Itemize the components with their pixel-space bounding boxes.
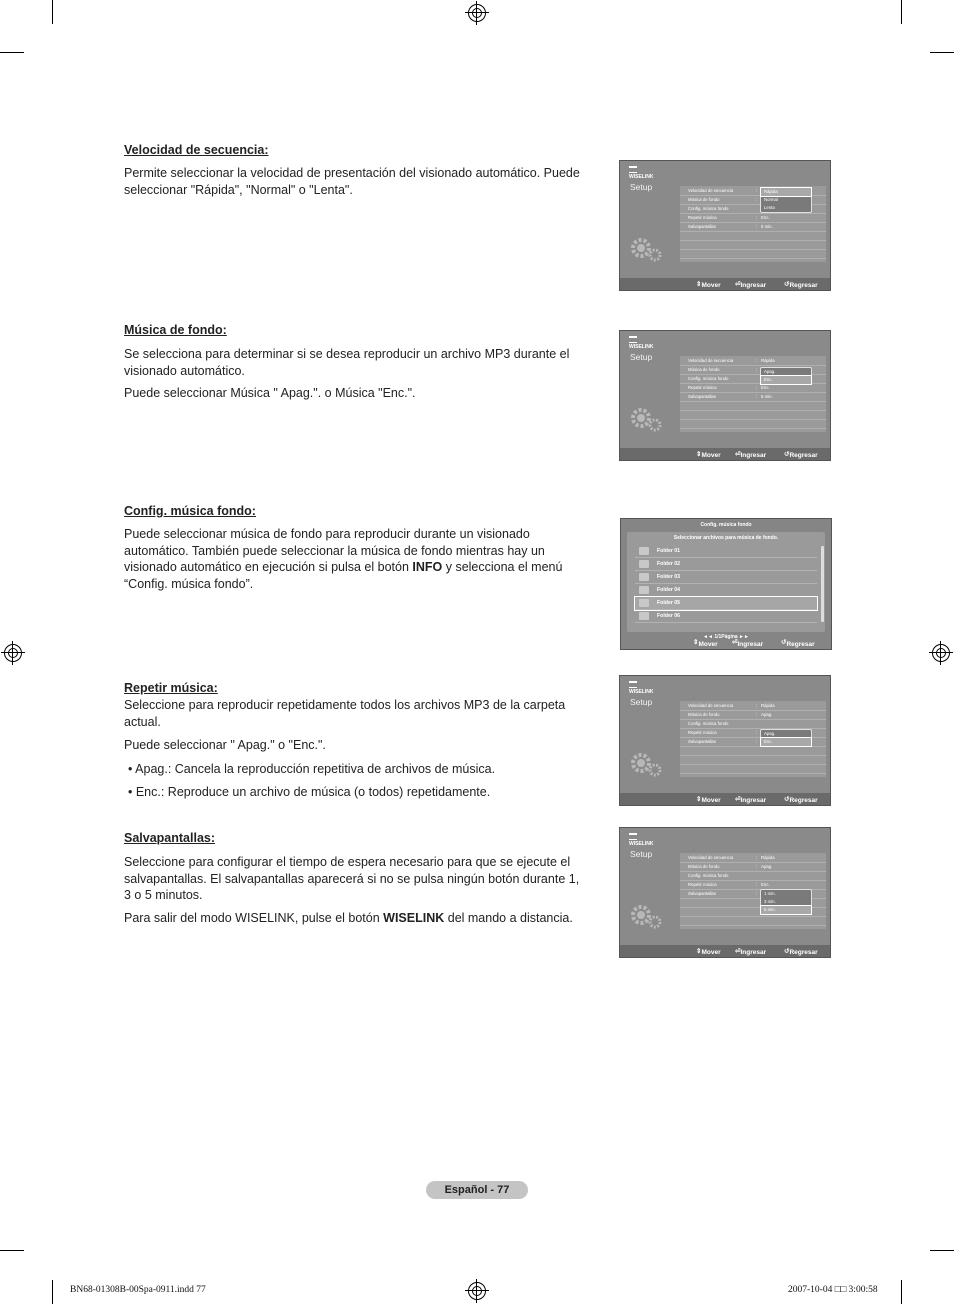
folder-panel xyxy=(627,532,825,640)
option-enc[interactable]: Enc. xyxy=(761,738,811,746)
folder-item[interactable]: Folder 03 xyxy=(635,571,817,584)
nav-regresar: ↺ Regresar xyxy=(781,639,815,648)
nav-bar xyxy=(620,448,830,460)
option-3-min[interactable]: 3 min. xyxy=(764,899,776,904)
section-text-repetir-2: Puede seleccionar " Apag." o "Enc.". xyxy=(124,738,326,752)
nav-bar xyxy=(620,278,830,290)
option-enc[interactable]: Enc. xyxy=(761,376,811,384)
folder-screen-subtitle: Seleccionar archivos para música de fondo. xyxy=(673,535,779,541)
nav-mover: ⇕ Mover xyxy=(693,639,718,648)
setup-title: Setup xyxy=(630,849,653,859)
menu-row-config[interactable]: Config. música fondo xyxy=(680,871,826,881)
menu-row-musica[interactable]: Música de fondo : xyxy=(680,365,826,375)
section-text-velocidad: Permite seleccionar la velocidad de presentación del visionado automático. Puede seleccionar "Rápida", "Normal" o "Lenta". xyxy=(124,166,580,197)
section-heading-salva: Salvapantallas: xyxy=(124,831,216,845)
registration-mark-icon xyxy=(932,644,950,662)
menu-row-musica[interactable]: Música de fondo : Apag. xyxy=(680,710,826,720)
nav-regresar: ↺ Regresar xyxy=(784,451,818,459)
nav-mover: ⇕ Mover xyxy=(696,281,721,289)
dropdown-repetir[interactable] xyxy=(760,729,812,747)
option-rapida[interactable]: Rápida xyxy=(761,188,811,196)
nav-ingresar: ⏎ Ingresar xyxy=(735,281,767,289)
gear-icon xyxy=(628,403,664,439)
menu-row-velocidad[interactable]: Velocidad de secuencia : Rápida xyxy=(680,356,826,366)
folder-icon xyxy=(639,599,649,607)
dropdown-musica[interactable] xyxy=(760,367,812,385)
tv-screen-velocidad xyxy=(619,160,831,291)
menu-row-repetir[interactable]: Repetir música : Enc. xyxy=(680,880,826,890)
crop-mark xyxy=(52,1280,53,1304)
nav-ingresar: ⏎ Ingresar xyxy=(735,451,767,459)
crop-mark xyxy=(930,1250,954,1251)
menu-row-repetir[interactable]: Repetir música : Enc. xyxy=(680,213,826,223)
nav-regresar: ↺ Regresar xyxy=(784,796,818,804)
setup-title: Setup xyxy=(630,352,653,362)
dropdown-salva[interactable] xyxy=(760,889,812,915)
folder-item-selected[interactable]: Folder 05 xyxy=(635,597,817,610)
menu-row-velocidad[interactable]: Velocidad de secuencia : Rápida xyxy=(680,701,826,711)
crop-mark xyxy=(901,1280,902,1304)
crop-mark xyxy=(901,0,902,24)
gear-icon xyxy=(628,233,664,269)
folder-screen-title: Config. música fondo xyxy=(700,522,752,528)
bullet-apag: • Apag.: Cancela la reproducción repetitiva de archivos de música. xyxy=(128,762,496,776)
gear-icon xyxy=(628,748,664,784)
menu-row-config[interactable]: Config. música fondo xyxy=(680,204,826,214)
tv-screen-repetir xyxy=(619,675,831,806)
folder-item[interactable]: Folder 04 xyxy=(635,584,817,597)
menu-row-repetir[interactable]: Repetir música : Enc. xyxy=(680,383,826,393)
folder-icon xyxy=(639,573,649,581)
nav-mover: ⇕ Mover xyxy=(696,796,721,804)
registration-mark-icon xyxy=(468,4,486,22)
registration-mark-icon xyxy=(468,1282,486,1300)
section-text-musica-2: Puede seleccionar Música " Apag.". o Música "Enc.". xyxy=(124,386,416,400)
tv-screen-folders xyxy=(620,518,832,650)
section-text-salva-1: Seleccione para configurar el tiempo de espera necesario para que se ejecute el salvapantallas. El salvapantallas aparecerá si no se pulsa ningún botón durante 1, 3 o 5 minutos. xyxy=(124,855,580,902)
menu-row-salva[interactable]: Salvapantallas : xyxy=(680,737,826,747)
menu-row-salva[interactable]: Salvapantallas : xyxy=(680,889,826,899)
bullet-enc: • Enc.: Reproduce un archivo de música (o todos) repetidamente. xyxy=(128,785,491,799)
menu-row-repetir[interactable]: Repetir música : xyxy=(680,728,826,738)
wiselink-logo: WISELINK xyxy=(629,681,653,695)
crop-mark xyxy=(52,0,53,24)
menu-row-musica[interactable]: Música de fondo : Apag. xyxy=(680,862,826,872)
setup-title: Setup xyxy=(630,697,653,707)
nav-bar xyxy=(620,945,830,957)
crop-mark xyxy=(0,1250,24,1251)
menu-row-musica[interactable]: Música de fondo : xyxy=(680,195,826,205)
section-text-musica-1: Se selecciona para determinar si se desea reproducir un archivo MP3 durante el visionado automático. xyxy=(124,347,570,378)
folder-item[interactable]: Folder 06 xyxy=(635,610,817,623)
folder-icon xyxy=(639,547,649,555)
folder-item[interactable]: Folder 01 xyxy=(635,545,817,558)
scrollbar[interactable] xyxy=(821,546,824,622)
wiselink-logo: WISELINK xyxy=(629,336,653,350)
nav-ingresar: ⏎ Ingresar xyxy=(732,639,764,648)
footer-filename: BN68-01308B-00Spa-0911.indd 77 xyxy=(70,1285,206,1295)
menu-row-salva[interactable]: Salvapantallas : 5 min. xyxy=(680,392,826,402)
nav-mover: ⇕ Mover xyxy=(696,451,721,459)
option-apag[interactable]: Apag. xyxy=(764,369,776,374)
section-text-salva-2: Para salir del modo WISELINK, pulse el botón WISELINK del mando a distancia. xyxy=(124,911,573,925)
menu-row-salva[interactable]: Salvapantallas : 5 min. xyxy=(680,222,826,232)
folder-icon xyxy=(639,560,649,568)
menu-row-config[interactable]: Config. música fondo xyxy=(680,719,826,729)
gear-icon xyxy=(628,900,664,936)
menu-row-velocidad[interactable]: Velocidad de secuencia : Rápida xyxy=(680,853,826,863)
registration-mark-icon xyxy=(4,644,22,662)
setup-title: Setup xyxy=(630,182,653,192)
pager[interactable]: ◄◄ 1/1Página ►► xyxy=(703,634,749,640)
section-text-repetir-1: Seleccione para reproducir repetidamente todos los archivos MP3 de la carpeta actual. xyxy=(124,698,566,729)
folder-icon xyxy=(639,586,649,594)
section-text-config: Puede seleccionar música de fondo para reproducir durante un visionado automático. También puede seleccionar la música de fondo mientras hay un visionado automático en ejecución si pulsa el botón INFO y selecciona el menú “Config. música fondo”. xyxy=(124,527,563,591)
option-lenta[interactable]: Lenta xyxy=(764,205,775,210)
crop-mark xyxy=(930,52,954,53)
section-heading-musica: Música de fondo: xyxy=(124,323,227,337)
option-apag[interactable]: Apag. xyxy=(764,731,776,736)
dropdown-velocidad[interactable] xyxy=(760,187,812,213)
section-heading-config: Config. música fondo: xyxy=(124,504,256,518)
nav-regresar: ↺ Regresar xyxy=(784,948,818,956)
nav-mover: ⇕ Mover xyxy=(696,948,721,956)
folder-item[interactable]: Folder 02 xyxy=(635,558,817,571)
section-heading-velocidad: Velocidad de secuencia: xyxy=(124,143,269,157)
option-1-min[interactable]: 1 min. xyxy=(764,891,776,896)
nav-regresar: ↺ Regresar xyxy=(784,281,818,289)
menu-row-config[interactable]: Config. música fondo xyxy=(680,374,826,384)
nav-ingresar: ⏎ Ingresar xyxy=(735,948,767,956)
nav-ingresar: ⏎ Ingresar xyxy=(735,796,767,804)
nav-bar xyxy=(620,793,830,805)
tv-screen-musica xyxy=(619,330,831,461)
wiselink-logo: WISELINK xyxy=(629,833,653,847)
section-heading-repetir: Repetir música: xyxy=(124,681,218,695)
wiselink-logo: WISELINK xyxy=(629,166,653,180)
option-normal[interactable]: Normal xyxy=(764,197,778,202)
footer-timestamp: 2007-10-04 □□ 3:00:58 xyxy=(788,1285,878,1295)
page-number-badge: Español - 77 xyxy=(426,1181,528,1199)
menu-row-velocidad[interactable]: Velocidad de secuencia : xyxy=(680,186,826,196)
option-5-min[interactable]: 5 min. xyxy=(761,906,811,914)
tv-screen-salva xyxy=(619,827,831,958)
folder-icon xyxy=(639,612,649,620)
nav-bar xyxy=(621,635,831,649)
crop-mark xyxy=(0,52,24,53)
